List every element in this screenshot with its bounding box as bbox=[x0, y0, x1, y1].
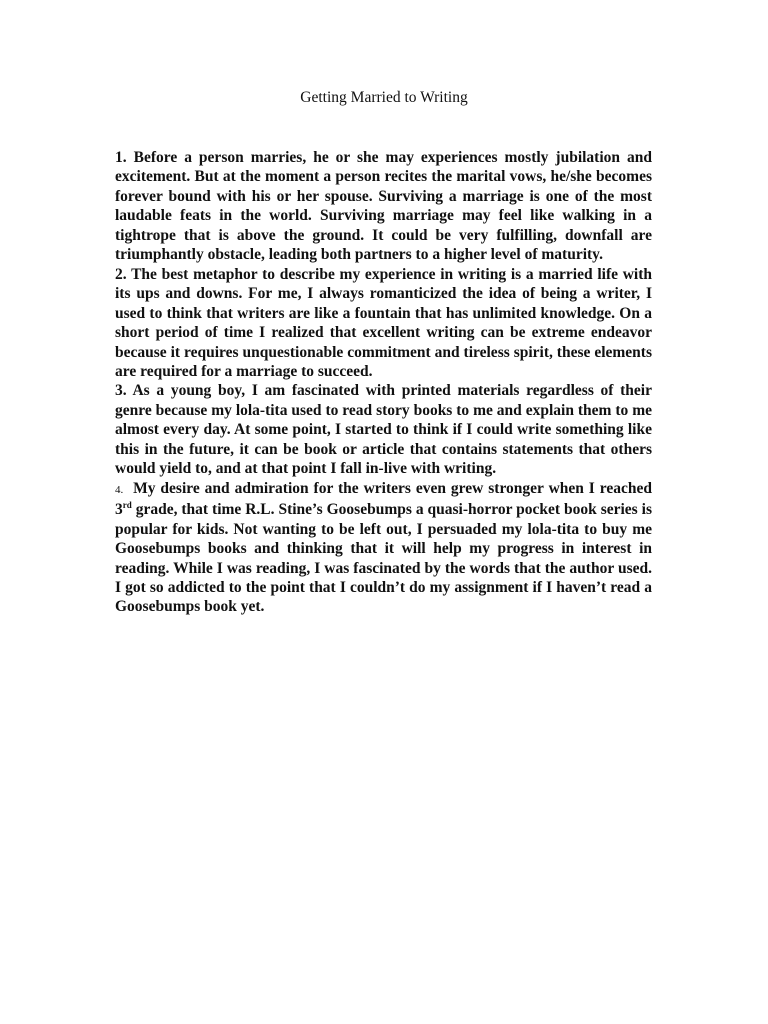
paragraph-text: My desire and admiration for the writers even grew stronger when I reached 3 bbox=[115, 479, 652, 519]
paragraph-4 bbox=[115, 479, 652, 617]
ordinal-suffix: rd bbox=[122, 500, 132, 510]
document-title: Getting Married to Writing bbox=[300, 89, 468, 106]
paragraph-number: 1. bbox=[115, 149, 127, 166]
paragraph-number: 3. bbox=[115, 382, 127, 400]
paragraph-number: 2. bbox=[115, 265, 127, 283]
paragraph-text: As a young boy, I am fascinated with printed materials regardless of their genre because my lola-tita used to read story books to me and explain them to me almost every day. At some point, I started to think if I could write something like this in the future, it can be book or article that contains statements that others would yield to, and at that point I fall in-live with writing. bbox=[115, 382, 652, 478]
document-body bbox=[115, 148, 652, 617]
paragraph-text: The best metaphor to describe my experience in writing is a married life with its ups and downs. For me, I always romanticized the idea of being a writer, I used to think that writers are like a fountain that has unlimited knowledge. On a short period of time I realized that excellent writing can be extreme endeavor because it requires unquestionable commitment and tireless spirit, these elements are required for a marriage to succeed. bbox=[115, 265, 652, 380]
paragraph-text-continued: grade, that time R.L. Stine’s Goosebumps a quasi-horror pocket book series is popular for kids. Not wanting to be left out, I persuaded my lola-tita to buy me Goosebumps books and thinking that it will help my progress in interest in reading. While I was reading, I was fascinated by the words that the author used. I got so addicted to the point that I couldn’t do my assignment if I haven’t read a Goosebumps book yet. bbox=[115, 501, 652, 616]
paragraph-text: Before a person marries, he or she may experiences mostly jubilation and excitement. But at the moment a person recites the marital vows, he/she becomes forever bound with his or her spouse. Surviving a marriage is one of the most laudable feats in the world. Surviving marriage may feel like walking in a tightrope that is above the ground. It could be very fulfilling, downfall are triumphantly obstacle, leading both partners to a higher level of maturity. bbox=[115, 149, 652, 264]
paragraph-number: 4. bbox=[115, 483, 124, 496]
paragraph-1 bbox=[115, 148, 652, 265]
paragraph-2 bbox=[115, 265, 652, 382]
paragraph-3 bbox=[115, 381, 652, 478]
